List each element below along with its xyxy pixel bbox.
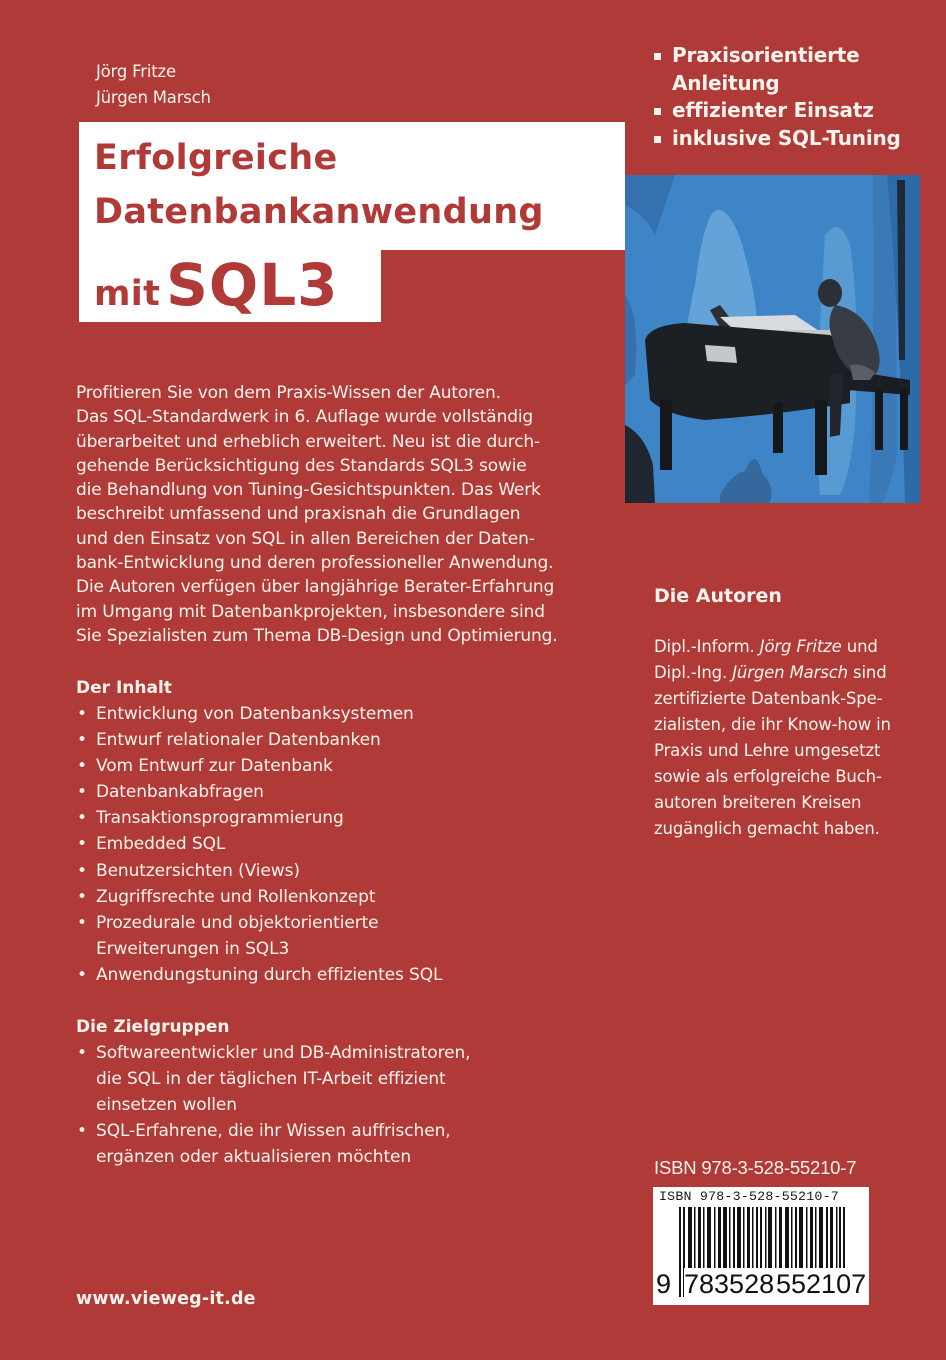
book-title-line-3 xyxy=(94,252,339,333)
authors-bio: Dipl.-Inform. Jörg Fritze und Dipl.-Ing. Jürgen Marsch sind zertifizierte Datenbank-Spe- zialisten, die ihr Know-how in Praxis und Lehre umgesetzt sowie als erfolgreiche Buch- autoren breiteren Kreisen zugänglich gemacht haben. xyxy=(654,637,891,838)
target-groups-list xyxy=(76,1040,470,1170)
bullet-icon: • xyxy=(77,756,87,777)
barcode-isbn-text: ISBN 978-3-528-55210-7 xyxy=(659,1189,839,1204)
feature-item: inklusive SQL-Tuning xyxy=(654,125,901,153)
feature-item: effizienter Einsatz xyxy=(654,97,901,125)
bullet-icon: • xyxy=(77,782,87,803)
feature-list xyxy=(654,42,901,152)
bullet-icon: • xyxy=(77,1121,87,1142)
list-item: • Prozedurale und objektorientierte Erweiterungen in SQL3 xyxy=(76,910,442,962)
author-name: Jörg Fritze xyxy=(96,62,176,81)
authors-heading: Die Autoren xyxy=(654,585,782,607)
author-names xyxy=(96,59,211,111)
list-item: • Embedded SQL xyxy=(76,831,442,857)
list-item: • Datenbankabfragen xyxy=(76,779,442,805)
square-bullet-icon xyxy=(654,53,661,60)
author-name: Jürgen Marsch xyxy=(96,88,211,107)
list-item: • Entwurf relationaler Datenbanken xyxy=(76,727,442,753)
feature-item: Praxisorientierte Anleitung xyxy=(654,42,901,97)
book-title-line-2: Datenbankanwendung xyxy=(94,192,544,232)
list-item: • Transaktionsprogrammierung xyxy=(76,805,442,831)
bullet-icon: • xyxy=(77,860,87,881)
bullet-icon: • xyxy=(77,912,87,933)
title-prefix: mit xyxy=(94,274,161,314)
bullet-icon: • xyxy=(77,808,87,829)
bullet-icon: • xyxy=(77,886,87,907)
list-item: • Vom Entwurf zur Datenbank xyxy=(76,753,442,779)
barcode-digits: 9 783528552107 xyxy=(656,1269,867,1299)
bullet-icon: • xyxy=(77,704,87,724)
author-name-italic: Jörg Fritze xyxy=(759,637,842,656)
cover-photo-piano xyxy=(625,175,920,503)
isbn-label: ISBN 978-3-528-55210-7 xyxy=(654,1157,857,1178)
square-bullet-icon xyxy=(654,108,661,115)
list-item: • Zugriffsrechte und Rollenkonzept xyxy=(76,884,442,910)
bullet-icon: • xyxy=(77,834,87,855)
publisher-url[interactable]: www.vieweg-it.de xyxy=(76,1289,256,1309)
intro-paragraph: Profitieren Sie von dem Praxis-Wissen der Autoren. Das SQL-Standardwerk in 6. Auflage wurde vollständig überarbeitet und erheblich erweitert. Neu ist die durch- gehende Berücksichtigung des Standards SQL3 sowie die Behandlung von Tuning-Gesichtspunkten. Das Werk beschreibt umfassend und praxisnah die Grundlagen und den Einsatz von SQL in allen Bereichen der Daten- bank-Entwicklung und deren professioneller Anwendung. Die Autoren verfügen über langjährige Berater-Erfahrung im Umgang mit Datenbankprojekten, insbesondere sind Sie Spezialisten zum Thema DB-Design und Optimierung. xyxy=(76,383,558,646)
bullet-icon: • xyxy=(77,730,87,751)
title-emphasis: SQL3 xyxy=(166,251,339,319)
author-name-italic: Jürgen Marsch xyxy=(732,663,848,682)
list-item: • Anwendungstuning durch effizientes SQL xyxy=(76,962,442,988)
list-item: • SQL-Erfahrene, die ihr Wissen auffrischen, ergänzen oder aktualisieren möchten xyxy=(76,1118,470,1170)
piano-player-illustration xyxy=(625,175,920,503)
contents-list xyxy=(76,701,442,988)
bullet-icon: • xyxy=(77,1043,87,1063)
book-title-line-1: Erfolgreiche xyxy=(94,138,338,178)
bullet-icon: • xyxy=(77,964,87,985)
square-bullet-icon xyxy=(654,136,661,143)
target-groups-heading: Die Zielgruppen xyxy=(76,1017,230,1037)
contents-heading: Der Inhalt xyxy=(76,678,172,698)
list-item: • Softwareentwickler und DB-Administratoren, die SQL in der täglichen IT-Arbeit effizient einsetzen wollen xyxy=(76,1040,470,1118)
list-item: • Entwicklung von Datenbanksystemen xyxy=(76,701,442,727)
isbn-barcode xyxy=(653,1187,869,1305)
list-item: • Benutzersichten (Views) xyxy=(76,858,442,884)
